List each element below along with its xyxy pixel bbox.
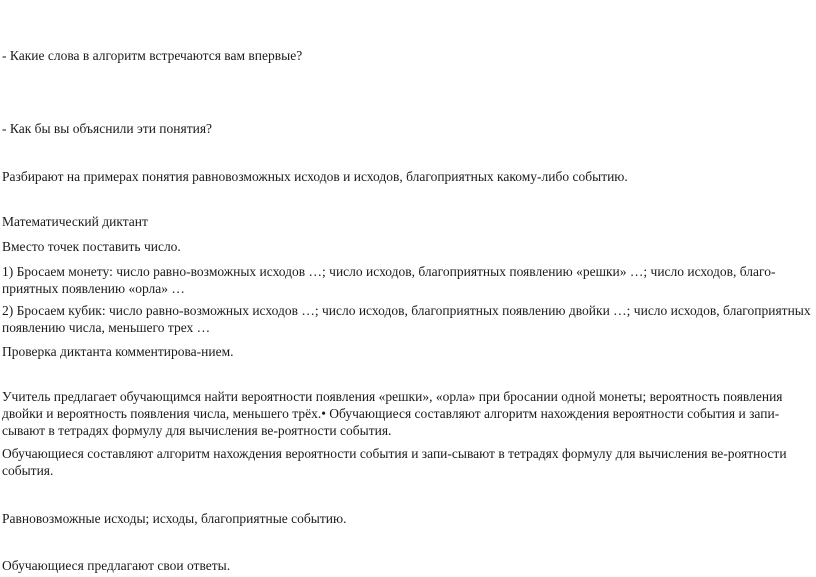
question-explain-concepts: - Как бы вы объяснили эти понятия? <box>2 121 213 136</box>
dictation-item-1-line-2: приятных появлению «орла» … <box>2 281 185 296</box>
dictation-item-1-line-1: 1) Бросаем монету: число равно-возможных исходов …; число исходов, благоприятных появлению «решки» …; число исходов, благо- <box>2 264 776 279</box>
dictation-check: Проверка диктанта комментирова-нием. <box>2 344 234 359</box>
question-new-words: - Какие слова в алгоритм встречаются вам впервые? <box>2 48 303 63</box>
dictation-item-2-line-1: 2) Бросаем кубик: число равно-возможных исходов …; число исходов, благоприятных появлению двойки …; число исходов, благоприятных <box>2 303 811 318</box>
teacher-paragraph-line-1: Учитель предлагает обучающимся найти вероятности появления «решки», «орла» при бросании одной монеты; вероятность появления <box>2 389 783 404</box>
examples-paragraph: Разбирают на примерах понятия равновозможных исходов и исходов, благоприятных какому-либо событию. <box>2 169 628 184</box>
dictation-item-2-line-2: появлению числа, меньшего трех … <box>2 320 211 335</box>
outcomes-paragraph: Равновозможные исходы; исходы, благоприятные событию. <box>2 511 347 526</box>
students-paragraph-line-1: Обучающиеся составляют алгоритм нахождения вероятности события и запи-сывают в тетрадях формулу для вычисления ве-роятности <box>2 446 787 461</box>
dictation-title: Математический диктант <box>2 214 148 229</box>
dictation-instruction: Вместо точек поставить число. <box>2 239 181 254</box>
teacher-paragraph-line-3: сывают в тетрадях формулу для вычисления ве-роятности события. <box>2 423 392 438</box>
answers-paragraph: Обучающиеся предлагают свои ответы. <box>2 558 231 573</box>
teacher-paragraph-line-2: двойки и вероятность появления числа, меньшего трёх.• Обучающиеся составляют алгоритм нахождения вероятности события и запи- <box>2 406 780 421</box>
students-paragraph-line-2: события. <box>2 463 54 478</box>
